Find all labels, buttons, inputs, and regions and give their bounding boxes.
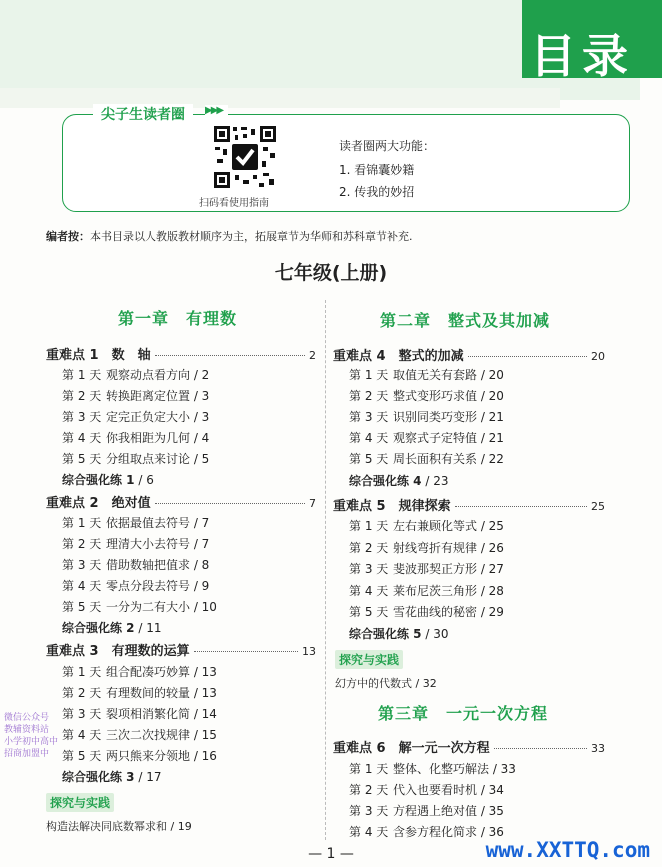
page-ref: 2: [309, 349, 316, 362]
day-text: 周长面积有关系 / 22: [393, 452, 504, 466]
day-label: 第 2 天: [62, 686, 102, 700]
toc-entry-key-point[interactable]: [333, 495, 605, 514]
day-text: 观察动点看方向 / 2: [106, 368, 210, 382]
day-text: 零点分段去符号 / 9: [106, 579, 210, 593]
editor-note-label: 编者按：: [46, 230, 90, 243]
qr-caption: 扫码看使用指南: [199, 198, 269, 209]
toc-drill-item[interactable]: [62, 471, 154, 488]
drill-page: / 17: [134, 770, 162, 784]
day-text: 代入也要看时机 / 34: [393, 783, 504, 797]
toc-day-item[interactable]: [349, 539, 504, 556]
day-text: 射线弯折有规律 / 26: [393, 541, 504, 555]
toc-day-item[interactable]: [62, 556, 209, 573]
key-point-title: 重难点 6 解一元一次方程: [333, 741, 490, 756]
toc-explore-item[interactable]: 构造法解决同底数幂求和 / 19: [46, 820, 192, 833]
drill-label: 综合强化练 5: [349, 627, 422, 641]
toc-day-item[interactable]: [62, 598, 217, 615]
function-item: 2. 传我的妙招: [339, 185, 415, 199]
watermark-line: 教辅资料站: [4, 725, 50, 735]
day-label: 第 1 天: [62, 516, 102, 530]
function-item: 1. 看锦囊妙籍: [339, 163, 415, 177]
day-text: 你我相距为几何 / 4: [106, 431, 210, 445]
toc-entry-key-point[interactable]: [46, 344, 316, 363]
day-text: 定完正负定大小 / 3: [106, 410, 210, 424]
page-ref: 13: [302, 645, 316, 658]
day-label: 第 4 天: [349, 584, 389, 598]
day-text: 观察式子定特值 / 21: [393, 431, 504, 445]
day-text: 左右兼顾化等式 / 25: [393, 519, 504, 533]
key-point-title: 重难点 4 整式的加减: [333, 349, 464, 364]
watermark-left: [4, 712, 60, 760]
grade-title: 七年级(上册): [274, 262, 388, 284]
toc-drill-item[interactable]: [349, 472, 448, 489]
toc-day-item[interactable]: [349, 450, 504, 467]
day-label: 第 2 天: [349, 389, 389, 403]
toc-day-item[interactable]: [62, 514, 209, 531]
toc-day-item[interactable]: [62, 366, 209, 383]
day-label: 第 1 天: [349, 762, 389, 776]
toc-entry-key-point[interactable]: [46, 492, 316, 511]
day-text: 三次二次找规律 / 15: [106, 728, 217, 742]
toc-day-item[interactable]: [349, 603, 504, 620]
page-ref: 33: [591, 742, 605, 755]
drill-label: 综合强化练 3: [62, 770, 135, 784]
day-label: 第 5 天: [349, 605, 389, 619]
day-text: 组合配凑巧妙算 / 13: [106, 665, 217, 679]
drill-label: 综合强化练 4: [349, 474, 422, 488]
day-text: 方程遇上绝对值 / 35: [393, 804, 504, 818]
day-label: 第 4 天: [62, 728, 102, 742]
day-label: 第 5 天: [349, 452, 389, 466]
reader-circle-box: [62, 105, 630, 212]
toc-day-item[interactable]: [62, 408, 209, 425]
day-label: 第 3 天: [349, 804, 389, 818]
day-text: 斐波那契正方形 / 27: [393, 562, 504, 576]
toc-day-item[interactable]: [349, 781, 504, 798]
drill-page: / 11: [134, 621, 162, 635]
page-ref: 7: [309, 497, 316, 510]
day-label: 第 4 天: [62, 431, 102, 445]
toc-drill-item[interactable]: [62, 619, 161, 636]
toc-day-item[interactable]: [349, 387, 504, 404]
day-label: 第 1 天: [349, 368, 389, 382]
explore-badge: 探究与实践: [46, 793, 114, 812]
toc-day-item[interactable]: [349, 408, 504, 425]
day-label: 第 5 天: [62, 600, 102, 614]
leader-dots: [494, 748, 587, 749]
day-label: 第 2 天: [349, 783, 389, 797]
toc-entry-key-point[interactable]: [46, 640, 316, 659]
toc-day-item[interactable]: [349, 823, 504, 840]
column-divider: [325, 300, 326, 840]
toc-day-item[interactable]: [349, 760, 516, 777]
day-label: 第 3 天: [62, 410, 102, 424]
drill-label: 综合强化练 1: [62, 473, 135, 487]
toc-day-item[interactable]: [349, 517, 504, 534]
day-label: 第 1 天: [349, 519, 389, 533]
drill-page: / 23: [421, 474, 449, 488]
leader-dots: [194, 651, 298, 652]
toc-day-item[interactable]: [62, 663, 217, 680]
chapter-heading: 第三章 一元一次方程: [378, 704, 549, 723]
day-label: 第 3 天: [349, 562, 389, 576]
qr-code-icon[interactable]: [213, 125, 277, 189]
key-point-title: 重难点 5 规律探索: [333, 499, 451, 514]
day-text: 含参方程化简求 / 36: [393, 825, 504, 839]
day-text: 一分为二有大小 / 10: [106, 600, 217, 614]
day-text: 雪花曲线的秘密 / 29: [393, 605, 504, 619]
watermark-line: 小学初中高中: [4, 737, 59, 747]
toc-day-item[interactable]: [349, 802, 504, 819]
day-label: 第 2 天: [62, 389, 102, 403]
day-text: 转换距离定位置 / 3: [106, 389, 210, 403]
toc-day-item[interactable]: [349, 429, 504, 446]
day-text: 莱布尼茨三角形 / 28: [393, 584, 504, 598]
toc-day-item[interactable]: [62, 535, 209, 552]
day-text: 识别同类巧变形 / 21: [393, 410, 504, 424]
day-text: 取值无关有套路 / 20: [393, 368, 504, 382]
toc-explore-item[interactable]: 幻方中的代数式 / 32: [335, 677, 437, 690]
toc-day-item[interactable]: [62, 387, 209, 404]
day-text: 整式变形巧求值 / 20: [393, 389, 504, 403]
title-band: [0, 0, 662, 100]
day-text: 整体、化整巧解法 / 33: [393, 762, 516, 776]
page-number: — 1 —: [308, 846, 354, 862]
day-label: 第 2 天: [349, 541, 389, 555]
chapter-heading: 第二章 整式及其加减: [380, 311, 551, 330]
leader-dots: [455, 506, 587, 507]
toc-entry-key-point[interactable]: [333, 737, 605, 756]
site-watermark: www.XXTTQ.com: [485, 838, 650, 862]
day-text: 分组取点来讨论 / 5: [106, 452, 210, 466]
leader-dots: [155, 355, 305, 356]
page-ref: 25: [591, 500, 605, 513]
editor-note-text: 本书目录以人教版教材顺序为主，拓展章节为华师和苏科章节补充.: [90, 230, 413, 243]
toc-day-item[interactable]: [349, 582, 504, 599]
editor-note: [46, 228, 413, 244]
toc-entry-key-point[interactable]: [333, 345, 605, 364]
reader-circle-title: 尖子生读者圈: [93, 104, 193, 124]
page-ref: 20: [591, 350, 605, 363]
key-point-title: 重难点 3 有理数的运算: [46, 644, 190, 659]
toc-day-item[interactable]: [62, 429, 209, 446]
leader-dots: [468, 356, 587, 357]
triple-arrow-icon: ▶▶▶: [205, 105, 228, 116]
toc-drill-item[interactable]: [349, 625, 448, 642]
toc-drill-item[interactable]: [62, 768, 161, 785]
day-label: 第 1 天: [62, 665, 102, 679]
drill-label: 综合强化练 2: [62, 621, 135, 635]
key-point-title: 重难点 2 绝对值: [46, 496, 151, 511]
drill-page: / 30: [421, 627, 449, 641]
toc-day-item[interactable]: [62, 747, 217, 764]
drill-page: / 6: [134, 473, 154, 487]
day-label: 第 5 天: [62, 452, 102, 466]
toc-day-item[interactable]: [62, 450, 209, 467]
toc-day-item[interactable]: [349, 366, 504, 383]
day-text: 裂项相消繁化简 / 14: [106, 707, 217, 721]
day-label: 第 4 天: [62, 579, 102, 593]
day-label: 第 3 天: [62, 707, 102, 721]
day-text: 借助数轴把值求 / 8: [106, 558, 210, 572]
toc-day-item[interactable]: [349, 560, 504, 577]
day-label: 第 1 天: [62, 368, 102, 382]
day-label: 第 3 天: [62, 558, 102, 572]
day-label: 第 5 天: [62, 749, 102, 763]
watermark-line: 微信公众号: [4, 713, 50, 723]
day-label: 第 3 天: [349, 410, 389, 424]
day-text: 两只熊来分领地 / 16: [106, 749, 217, 763]
leader-dots: [155, 503, 305, 504]
watermark-line: 招商加盟中: [4, 749, 50, 759]
day-label: 第 4 天: [349, 825, 389, 839]
page-title: 目录: [530, 29, 634, 83]
explore-badge: 探究与实践: [335, 650, 403, 669]
day-text: 依据最值去符号 / 7: [106, 516, 210, 530]
toc-day-item[interactable]: [62, 684, 217, 701]
functions-title: 读者圈两大功能：: [339, 139, 436, 153]
day-text: 有理数间的较量 / 13: [106, 686, 217, 700]
day-label: 第 2 天: [62, 537, 102, 551]
chapter-heading: 第一章 有理数: [118, 309, 238, 328]
key-point-title: 重难点 1 数 轴: [46, 348, 151, 363]
toc-day-item[interactable]: [62, 577, 209, 594]
day-label: 第 4 天: [349, 431, 389, 445]
day-text: 理清大小去符号 / 7: [106, 537, 210, 551]
toc-day-item[interactable]: [62, 726, 217, 743]
title-shade: [0, 88, 560, 108]
toc-day-item[interactable]: [62, 705, 217, 722]
